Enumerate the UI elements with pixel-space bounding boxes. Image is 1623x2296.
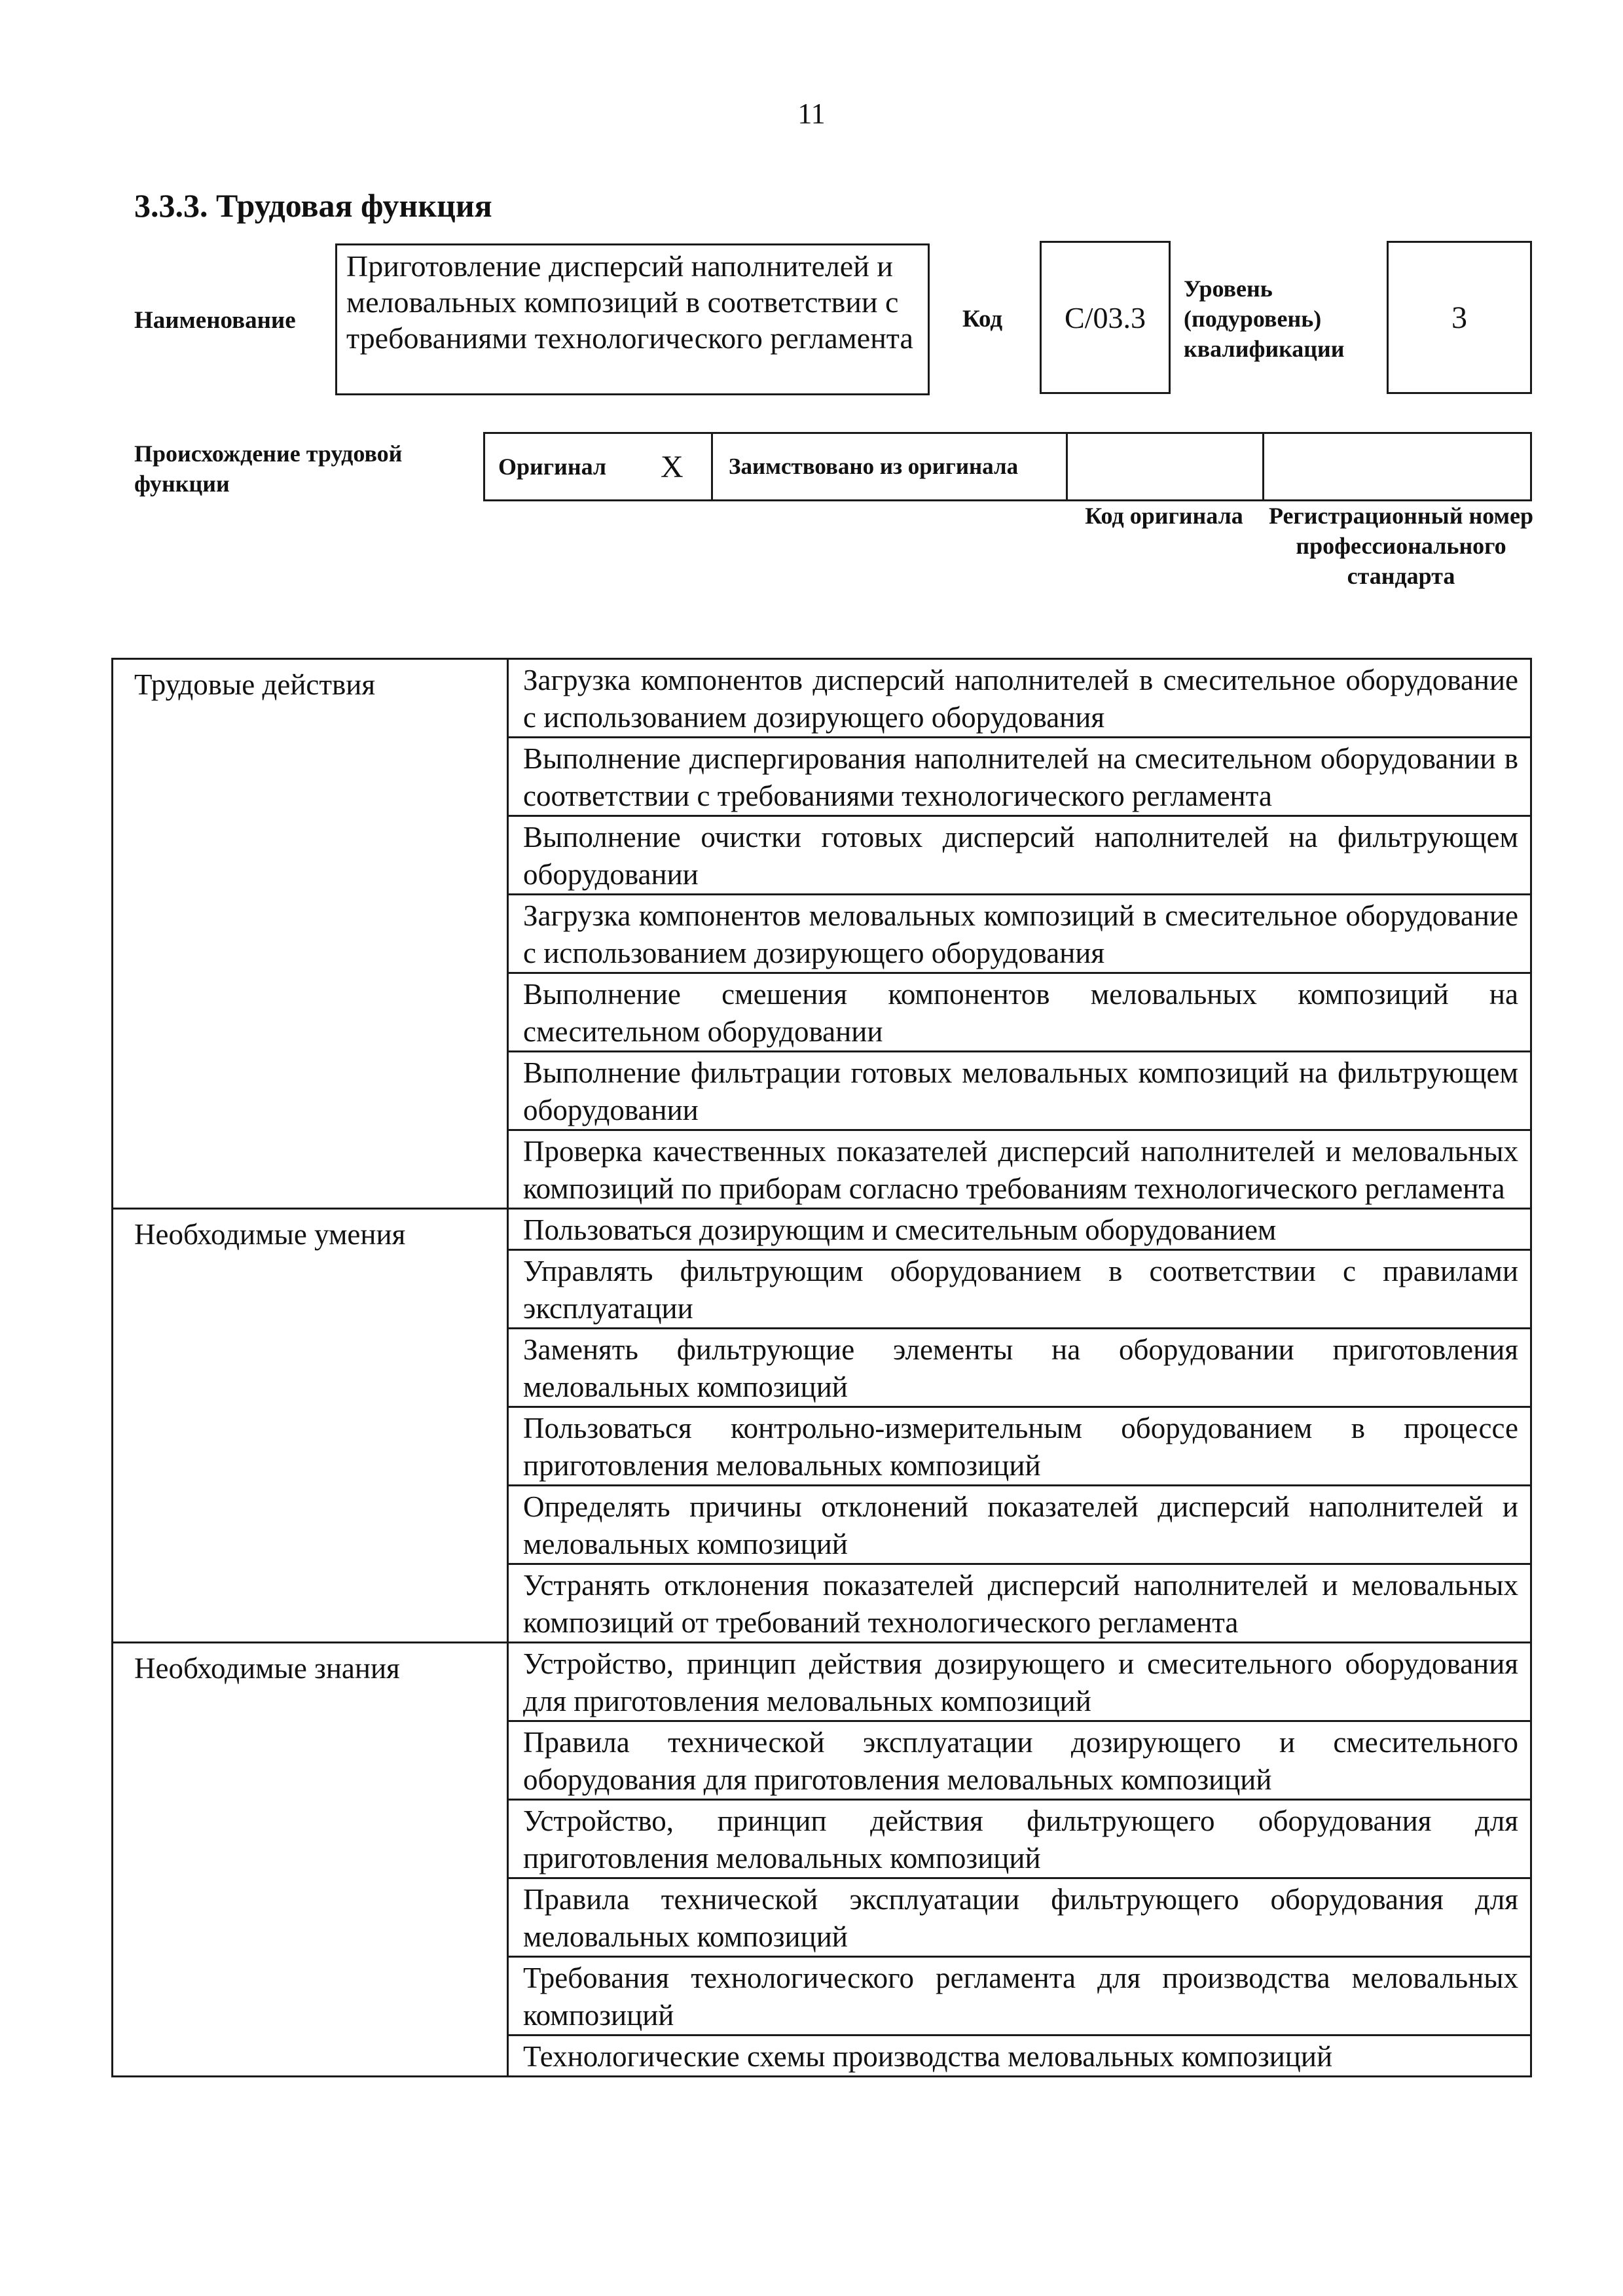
function-name-box: [335, 243, 930, 395]
original-code-caption: Код оригинала: [1085, 503, 1243, 529]
section-item: Правила технической эксплуатации фильтрующего оборудования для меловальных композиций: [508, 1878, 1531, 1957]
section-item: Пользоваться контрольно-измерительным оборудованием в процессе приготовления меловальных композиций: [508, 1407, 1531, 1486]
registration-number-caption: Регистрационный номер профессионального стандарта: [1268, 503, 1534, 589]
code-label: Код: [962, 306, 1003, 332]
table-row: [113, 1643, 1531, 1721]
section-item: Выполнение очистки готовых дисперсий наполнителей на фильтрующем оборудовании: [508, 816, 1531, 895]
origin-borrowed-label: Заимствовано из оригинала: [729, 454, 1019, 479]
page-number: 11: [797, 98, 826, 130]
code-value: C/03.3: [1065, 300, 1146, 334]
origin-box: [483, 432, 1532, 501]
section-item: Управлять фильтрующим оборудованием в соответствии с правилами эксплуатации: [508, 1250, 1531, 1329]
section-item: Устройство, принцип действия фильтрующего оборудования для приготовления меловальных композиций: [508, 1800, 1531, 1878]
origin-original-mark: X: [661, 449, 684, 484]
section-item: Устранять отклонения показателей дисперсий наполнителей и меловальных композиций от требований технологического регламента: [508, 1564, 1531, 1643]
section-item: Устройство, принцип действия дозирующего и смесительного оборудования для приготовления меловальных композиций: [508, 1643, 1531, 1721]
section-item: Заменять фильтрующие элементы на оборудовании приготовления меловальных композиций: [508, 1329, 1531, 1407]
section-item: Загрузка компонентов дисперсий наполнителей в смесительное оборудование с использованием дозирующего оборудования: [508, 659, 1531, 738]
table-row: [113, 659, 1531, 738]
origin-divider: [1066, 434, 1068, 499]
function-name-value: Приготовление дисперсий наполнителей и меловальных композиций в соответствии с требованиями технологического регламента: [346, 249, 913, 355]
qualification-level-label: Уровень (подуровень) квалификации: [1184, 276, 1345, 362]
section-item: Определять причины отклонений показателей дисперсий наполнителей и меловальных композиций: [508, 1486, 1531, 1564]
section-item: Проверка качественных показателей дисперсий наполнителей и меловальных композиций по приборам согласно требованиям технологического регламента: [508, 1130, 1531, 1209]
section-category: Необходимые умения: [113, 1209, 508, 1643]
code-box: [1040, 241, 1171, 394]
section-item: Требования технологического регламента для производства меловальных композиций: [508, 1957, 1531, 2036]
qualification-level-box: [1387, 241, 1532, 394]
origin-divider: [1262, 434, 1264, 499]
section-item: Загрузка компонентов меловальных композиций в смесительное оборудование с использованием дозирующего оборудования: [508, 895, 1531, 973]
origin-original-label: Оригинал: [498, 454, 607, 480]
origin-divider: [711, 434, 713, 499]
section-category: Трудовые действия: [113, 659, 508, 1209]
labor-function-table: [111, 658, 1532, 2077]
section-title: 3.3.3. Трудовая функция: [134, 187, 492, 224]
section-item: Выполнение фильтрации готовых меловальных композиций на фильтрующем оборудовании: [508, 1052, 1531, 1130]
section-item: Выполнение смешения компонентов меловальных композиций на смесительном оборудовании: [508, 973, 1531, 1052]
section-item: Пользоваться дозирующим и смесительным оборудованием: [508, 1209, 1531, 1250]
section-item: Правила технической эксплуатации дозирующего и смесительного оборудования для приготовления меловальных композиций: [508, 1721, 1531, 1800]
section-item: Технологические схемы производства меловальных композиций: [508, 2036, 1531, 2077]
table-row: [113, 1209, 1531, 1250]
origin-label: Происхождение трудовой функции: [134, 440, 403, 497]
section-item: Выполнение диспергирования наполнителей на смесительном оборудовании в соответствии с требованиями технологического регламента: [508, 738, 1531, 816]
section-category: Необходимые знания: [113, 1643, 508, 2077]
qualification-level-value: 3: [1451, 300, 1467, 335]
name-label: Наименование: [134, 307, 296, 334]
